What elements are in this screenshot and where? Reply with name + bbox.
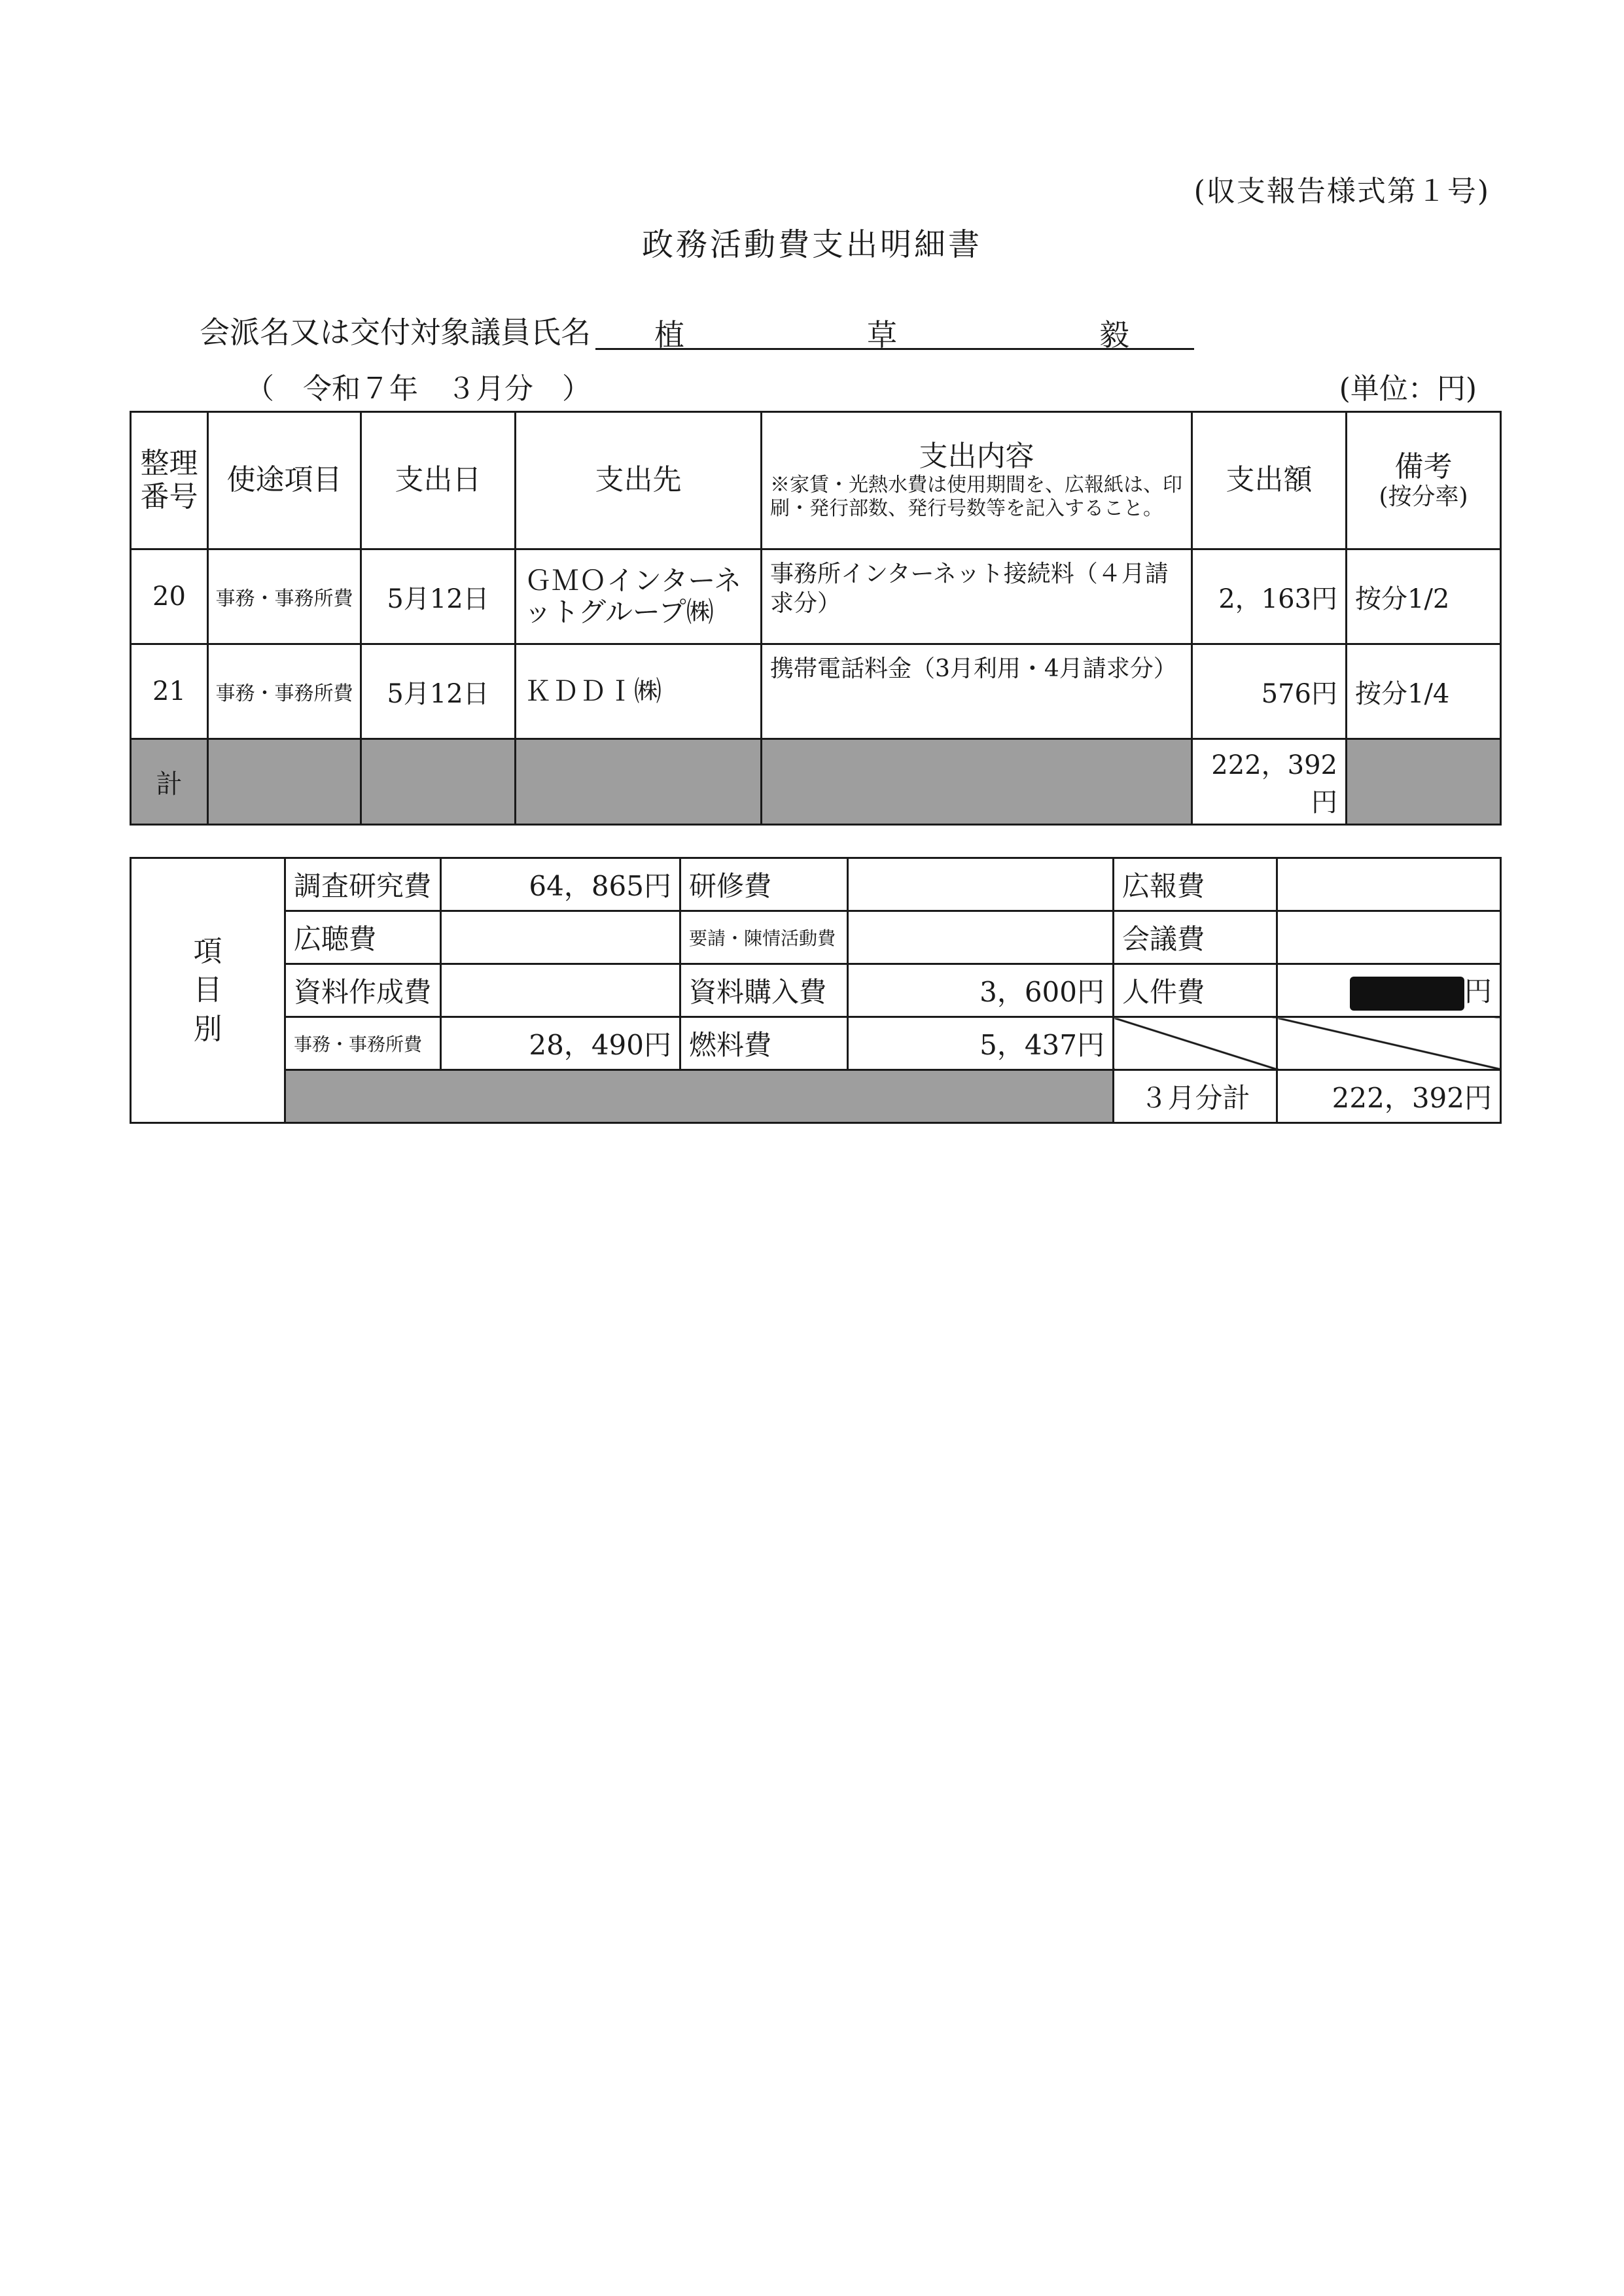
total-blank-content xyxy=(762,739,1192,825)
document-title: 政務活動費支出明細書 xyxy=(641,226,982,263)
material-buy-value: 3，600円 xyxy=(848,964,1114,1017)
hearing-label: 広聴費 xyxy=(285,911,441,964)
meeting-label: 会議費 xyxy=(1114,911,1277,964)
table-row xyxy=(131,549,1501,644)
member-name-char-2: 草 xyxy=(867,317,897,353)
summary-gray-block xyxy=(285,1070,1114,1123)
form-number: (収支報告様式第１号) xyxy=(1193,175,1490,208)
meeting-value xyxy=(1277,911,1501,964)
row-payee: ＫＤＤＩ㈱ xyxy=(516,644,762,739)
member-name-char-1: 植 xyxy=(654,317,684,353)
header-remarks xyxy=(1347,412,1501,549)
total-blank-remarks xyxy=(1347,739,1501,825)
header-content-note: ※家賃・光熱水費は使用期間を、広報紙は、印刷・発行部数、発行号数等を記入すること。 xyxy=(770,473,1182,520)
fuel-label: 燃料費 xyxy=(680,1017,848,1070)
expense-header-row xyxy=(131,412,1501,549)
header-number: 整理 番号 xyxy=(131,412,208,549)
material-buy-label: 資料購入費 xyxy=(680,964,848,1017)
pr-label: 広報費 xyxy=(1114,858,1277,911)
month-total-label: ３月分計 xyxy=(1114,1070,1277,1123)
header-purpose: 使途項目 xyxy=(208,412,361,549)
category-summary-table xyxy=(130,857,1502,1124)
summary-row xyxy=(131,1017,1501,1070)
total-blank-purpose xyxy=(208,739,361,825)
header-amount: 支出額 xyxy=(1192,412,1347,549)
header-remarks-sub: (按分率) xyxy=(1379,483,1468,511)
member-name-field xyxy=(595,311,1194,353)
personnel-value xyxy=(1277,964,1501,1017)
row-date: 5月12日 xyxy=(361,644,516,739)
summary-row xyxy=(131,1070,1501,1123)
row-number: 21 xyxy=(131,644,208,739)
row-payee: ＧＭＯインターネットグループ㈱ xyxy=(516,549,762,644)
training-label: 研修費 xyxy=(680,858,848,911)
row-purpose: 事務・事務所費 xyxy=(208,549,361,644)
table-row xyxy=(131,644,1501,739)
summary-row xyxy=(131,964,1501,1017)
header-payee: 支出先 xyxy=(516,412,762,549)
row-content: 事務所インターネット接続料（４月請求分） xyxy=(762,549,1192,644)
total-row xyxy=(131,739,1501,825)
header-content xyxy=(762,412,1192,549)
member-label: 会派名又は交付対象議員氏名 xyxy=(200,315,591,350)
member-name-char-3: 毅 xyxy=(1099,317,1129,353)
total-amount: 222，392円 xyxy=(1192,739,1347,825)
header-content-title: 支出内容 xyxy=(919,440,1034,474)
training-value xyxy=(848,858,1114,911)
summary-side-label: 項 目 別 xyxy=(131,858,285,1123)
fuel-value: 5，437円 xyxy=(848,1017,1114,1070)
row-number: 20 xyxy=(131,549,208,644)
office-value: 28，490円 xyxy=(441,1017,680,1070)
row-amount: 576円 xyxy=(1192,644,1347,739)
row-remarks: 按分1/2 xyxy=(1347,549,1501,644)
total-blank-date xyxy=(361,739,516,825)
row-amount: 2，163円 xyxy=(1192,549,1347,644)
row-remarks: 按分1/4 xyxy=(1347,644,1501,739)
redaction-mark xyxy=(1350,977,1464,1011)
personnel-suffix: 円 xyxy=(1464,975,1492,1007)
personnel-label: 人件費 xyxy=(1114,964,1277,1017)
total-blank-payee xyxy=(516,739,762,825)
summary-row xyxy=(131,911,1501,964)
struck-cell-value xyxy=(1277,1017,1501,1070)
material-make-value xyxy=(441,964,680,1017)
research-label: 調査研究費 xyxy=(285,858,441,911)
summary-row xyxy=(131,858,1501,911)
hearing-value xyxy=(441,911,680,964)
header-remarks-title: 備考 xyxy=(1394,449,1453,483)
expense-table xyxy=(130,411,1502,826)
office-label: 事務・事務所費 xyxy=(285,1017,441,1070)
petition-value xyxy=(848,911,1114,964)
report-period: （ 令和７年 ３月分 ） xyxy=(245,372,591,406)
row-purpose: 事務・事務所費 xyxy=(208,644,361,739)
total-label: 計 xyxy=(131,739,208,825)
month-total-value: 222，392円 xyxy=(1277,1070,1501,1123)
header-date: 支出日 xyxy=(361,412,516,549)
material-make-label: 資料作成費 xyxy=(285,964,441,1017)
petition-label: 要請・陳情活動費 xyxy=(680,911,848,964)
struck-cell-label xyxy=(1114,1017,1277,1070)
unit-label: (単位：円) xyxy=(1339,372,1477,406)
pr-value xyxy=(1277,858,1501,911)
row-date: 5月12日 xyxy=(361,549,516,644)
row-content: 携帯電話料金（3月利用・4月請求分） xyxy=(762,644,1192,739)
research-value: 64，865円 xyxy=(441,858,680,911)
